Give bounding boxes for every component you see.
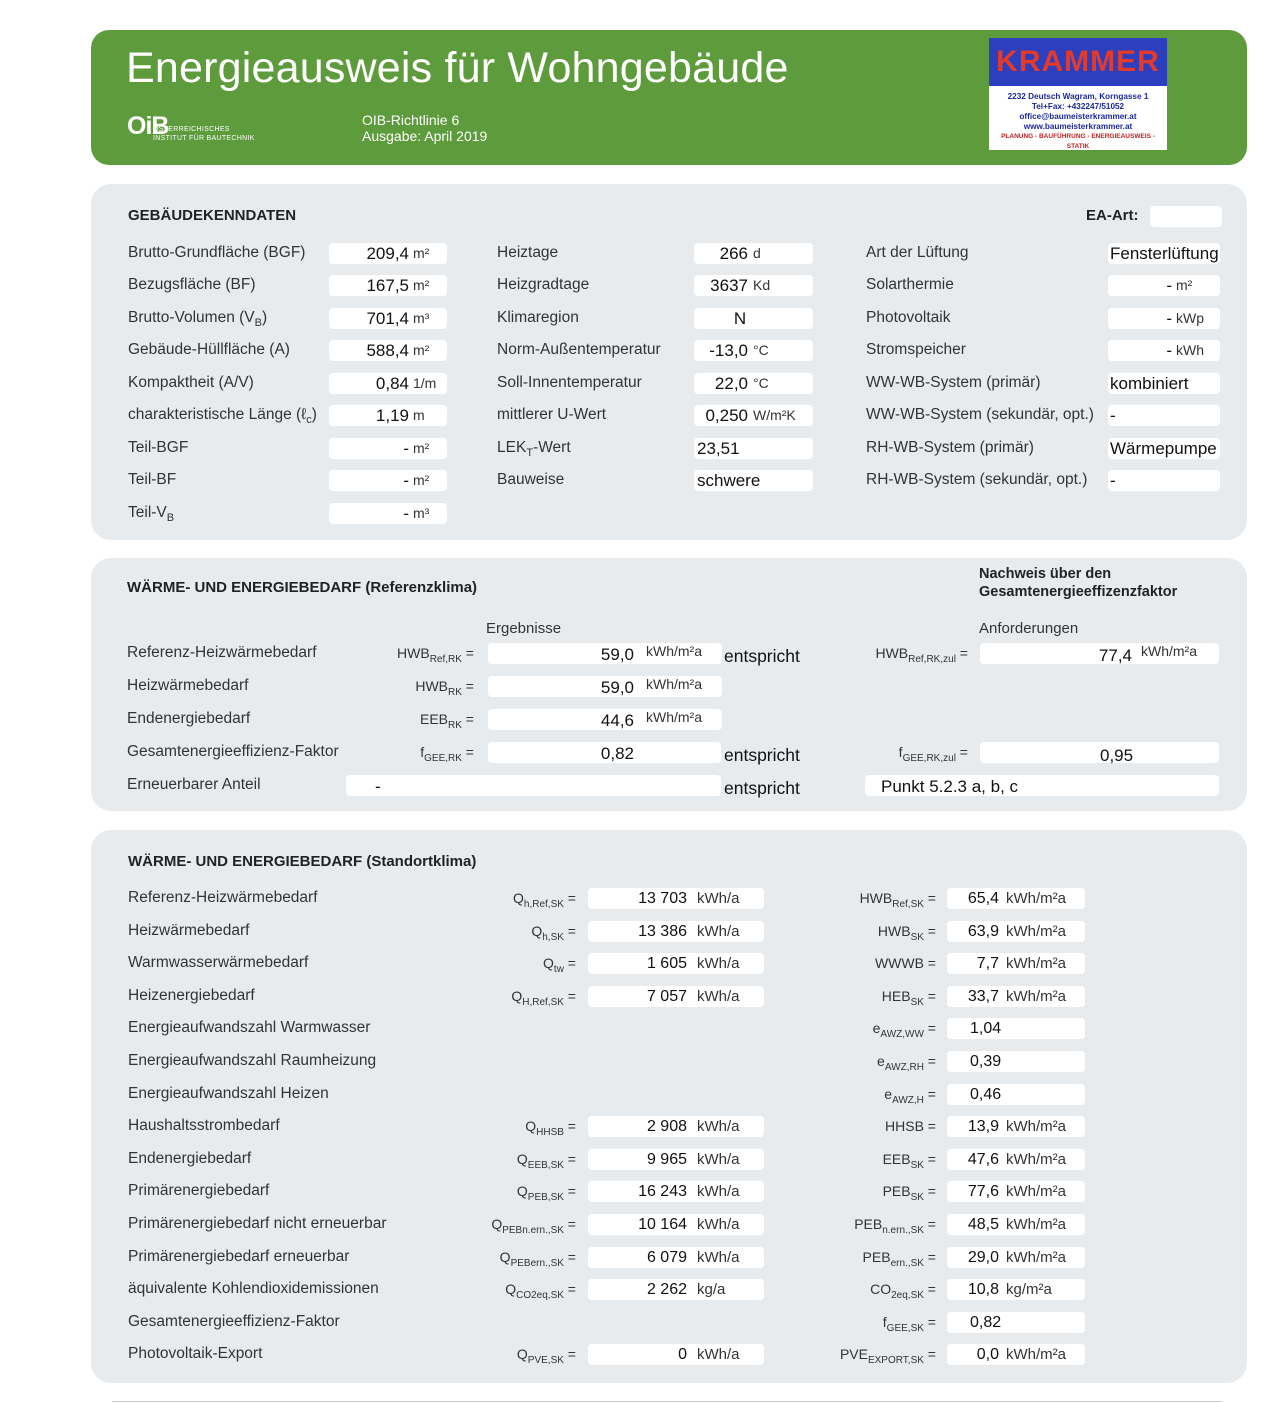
gebaeude-value: - — [403, 471, 409, 490]
q-unit: kWh/a — [697, 922, 740, 940]
gebaeude-label: Teil-$V_B$ — [128, 504, 175, 525]
referenz-label: Heizwärmebedarf — [127, 677, 249, 694]
q-value: 9 965 — [646, 1150, 687, 1168]
referenz-unit: kWh/m²a — [646, 643, 702, 659]
gebaeude-label: Norm-Außentemperatur — [497, 341, 661, 358]
gebaeude-value: -13,0 — [709, 341, 748, 360]
oib-logo: OiB — [127, 112, 169, 140]
s-value-field[interactable] — [947, 1018, 1085, 1039]
q-value: 7 057 — [646, 987, 687, 1005]
referenz-value: 0,82 — [600, 744, 634, 763]
requirement-value: 0,95 — [1100, 746, 1134, 765]
gebaeude-unit: m² — [413, 472, 430, 488]
gebaeude-value: kombiniert — [1110, 374, 1189, 393]
s-value: 0,46 — [970, 1085, 1002, 1103]
referenz-status: entspricht — [724, 745, 800, 765]
referenz-label: Referenz-Heizwärmebedarf — [127, 644, 317, 661]
s-value: 48,5 — [967, 1216, 999, 1233]
referenz-value: 44,6 — [600, 711, 634, 730]
s-symbol: WWWB = — [874, 955, 936, 972]
s-value: 13,9 — [967, 1118, 999, 1136]
q-unit: kWh/a — [697, 1150, 740, 1168]
q-value: 16 243 — [638, 1183, 687, 1201]
s-value: 0,39 — [970, 1053, 1002, 1070]
gebaeude-unit: d — [753, 245, 761, 261]
gebaeude-label: Teil-BF — [128, 471, 177, 488]
q-unit: kWh/a — [697, 1118, 740, 1136]
referenz-label: Erneuerbarer Anteil — [127, 776, 261, 793]
standort-label: Photovoltaik-Export — [128, 1345, 263, 1363]
standort-label: äquivalente Kohlendioxidemissionen — [128, 1280, 379, 1298]
gebaeude-unit: m² — [413, 277, 430, 293]
gebaeude-value-field[interactable] — [1108, 470, 1220, 491]
gebaeude-unit: W/m²K — [753, 407, 796, 423]
standort-label: Referenz-Heizwärmebedarf — [128, 889, 318, 906]
gebaeude-unit: °C — [753, 342, 769, 358]
krammer-contact: 2232 Deutsch Wagram, Korngasse 1 Tel+Fax: +432247/51052 office@baumeisterkrammer.at www.baumeisterkrammer.at PLANUNG - BAUFÜHRUNG - ENERGIEAUSWEIS - STATIK — [989, 86, 1167, 150]
referenz-status: entspricht — [724, 646, 800, 666]
s-unit: kg/m²a — [1006, 1281, 1052, 1299]
q-symbol: $Q_{PEB,SK}$ = — [516, 1183, 576, 1204]
referenz-symbol: $HWB_{Ref,RK}$ = — [397, 645, 474, 665]
q-value: 13 703 — [638, 890, 687, 907]
referenz-label: Endenergiebedarf — [127, 710, 251, 727]
q-symbol: $Q_{PEBern.,SK}$ = — [499, 1248, 576, 1269]
oib-institute-name: ÖSTERREICHISCHES INSTITUT FÜR BAUTECHNIK — [153, 126, 255, 142]
gebaeude-unit: m³ — [413, 310, 430, 326]
gebaeude-value: - — [403, 504, 409, 523]
gebaeude-label: Stromspeicher — [866, 341, 966, 358]
ea-art-label: EA-Art: — [1086, 207, 1139, 224]
gebaeude-value: 588,4 — [366, 341, 409, 360]
referenz-symbol: $EEB_{RK}$ = — [420, 711, 474, 731]
q-symbol: $Q_{CO2eq,SK}$ = — [505, 1281, 576, 1301]
gebaeude-value: 3637 — [710, 276, 748, 295]
gebaeude-unit: m² — [413, 440, 430, 456]
s-unit: kWh/m²a — [1006, 1248, 1066, 1266]
standort-label: Heizwärmebedarf — [128, 921, 250, 939]
s-unit: kWh/m²a — [1006, 1183, 1066, 1201]
standort-label: Warmwasserwärmebedarf — [128, 954, 309, 972]
s-value: 77,6 — [967, 1183, 999, 1201]
ausgabe: Ausgabe: April 2019 — [362, 128, 488, 144]
q-symbol: $Q_{tw}$ = — [543, 955, 576, 975]
gebaeude-label: Kompaktheit (A/V) — [128, 374, 254, 391]
nachweis-title-2: Gesamtenergieeffizenzfaktor — [979, 584, 1178, 600]
s-value: 47,6 — [967, 1150, 999, 1168]
gebaeude-label: Bezugsfläche (BF) — [128, 276, 256, 293]
gebaeude-value: - — [1166, 341, 1172, 360]
standort-label: Primärenergiebedarf nicht erneuerbar — [128, 1215, 387, 1232]
referenz-value: 59,0 — [600, 678, 634, 697]
krammer-logo — [989, 38, 1167, 150]
referenz-value-field[interactable] — [346, 775, 721, 796]
q-symbol: $Q_{H,Ref,SK}$ = — [511, 987, 576, 1008]
s-unit: kWh/m²a — [1006, 1118, 1066, 1136]
divider — [112, 1401, 1222, 1402]
referenz-status: entspricht — [724, 778, 800, 798]
q-unit: kWh/a — [697, 1216, 740, 1233]
s-value: 10,8 — [967, 1281, 999, 1299]
gebaeude-unit: °C — [753, 375, 769, 391]
requirement-value: 77,4 — [1098, 646, 1132, 665]
gebaeude-label: Brutto-Volumen $(V_B)$ — [128, 309, 268, 330]
standort-label: Energieaufwandszahl Raumheizung — [128, 1052, 377, 1069]
s-value: 29,0 — [967, 1248, 999, 1266]
s-symbol: $e_{AWZ,WW}$ = — [872, 1020, 936, 1041]
q-unit: kWh/a — [697, 1183, 740, 1201]
gebaeude-label: RH-WB-System (sekundär, opt.) — [866, 471, 1088, 488]
s-symbol: $PEB_{SK}$ = — [882, 1183, 936, 1204]
requirement-unit: kWh/m²a — [1141, 643, 1197, 659]
s-symbol: HHSB = — [885, 1118, 936, 1135]
referenz-label: Gesamtenergieeffizienz-Faktor — [127, 743, 339, 760]
gebaeude-label: Art der Lüftung — [866, 244, 969, 261]
gebaeude-label: charakteristische Länge (ℓ$_c$) — [128, 406, 317, 427]
gebaeude-value: N — [733, 309, 747, 328]
standort-label: Gesamtenergieeffizienz-Faktor — [128, 1312, 340, 1330]
gebaeude-unit: Kd — [753, 277, 771, 293]
referenz-symbol: $f_{GEE,RK}$ = — [420, 744, 474, 764]
referenz-unit: kWh/m²a — [646, 709, 702, 725]
s-symbol: $CO_{2eq,SK}$ = — [870, 1281, 936, 1301]
q-symbol: $Q_{HHSB}$ = — [525, 1118, 576, 1138]
q-value: 0 — [678, 1346, 687, 1364]
standort-label: Haushaltsstrombedarf — [128, 1117, 280, 1135]
s-value: 0,82 — [970, 1313, 1002, 1331]
s-symbol: $HWB_{SK}$ = — [877, 922, 936, 943]
standort-label: Endenergiebedarf — [128, 1149, 252, 1167]
q-symbol: $Q_{h,Ref,SK}$ = — [513, 890, 576, 910]
gebaeude-unit: kWh — [1176, 342, 1204, 358]
s-symbol: $PEB_{ern.,SK}$ = — [862, 1248, 936, 1269]
s-unit: kWh/m²a — [1006, 987, 1066, 1005]
standort-label: Energieaufwandszahl Warmwasser — [128, 1019, 371, 1037]
s-value: 7,7 — [976, 955, 999, 973]
s-value: 1,04 — [970, 1020, 1002, 1038]
q-symbol: $Q_{PVE,SK}$ = — [516, 1346, 576, 1367]
s-value-field[interactable] — [947, 1084, 1085, 1105]
standort-heading: WÄRME- UND ENERGIEBEDARF (Standortklima) — [128, 853, 477, 870]
s-unit: kWh/m²a — [1006, 955, 1066, 973]
q-symbol: $Q_{PEBn.ern.,SK}$ = — [491, 1216, 576, 1236]
gebaeude-label: $LEK_T$-Wert — [497, 439, 571, 460]
gebaeude-label: Bauweise — [497, 471, 565, 488]
referenz-value: 59,0 — [600, 645, 634, 664]
nachweis-title-1: Nachweis über den — [979, 566, 1112, 582]
gebaeude-value: 1,19 — [375, 406, 409, 425]
gebaeude-value-field[interactable] — [1108, 405, 1220, 426]
s-value: 63,9 — [967, 922, 999, 940]
q-unit: kWh/a — [697, 1346, 740, 1364]
gebaeude-value: - — [1110, 406, 1116, 425]
gebaeude-value: 701,4 — [366, 309, 409, 328]
krammer-brand: KRAMMER — [996, 45, 1160, 78]
s-unit: kWh/m²a — [1006, 1346, 1066, 1364]
gebaeude-value: - — [403, 439, 409, 458]
requirement-symbol: $f_{GEE,RK,zul}$ = — [898, 744, 968, 764]
s-unit: kWh/m²a — [1006, 890, 1066, 907]
q-value: 1 605 — [646, 955, 687, 973]
anforderungen-label: Anforderungen — [979, 620, 1079, 637]
s-symbol: $HEB_{SK}$ = — [881, 987, 936, 1008]
q-value: 6 079 — [646, 1248, 687, 1266]
standort-label: Primärenergiebedarf erneuerbar — [128, 1247, 350, 1265]
gebaeude-unit: kWp — [1176, 310, 1204, 326]
gebaeude-label: WW-WB-System (primär) — [866, 374, 1041, 391]
richtlinie-info — [362, 112, 487, 144]
gebaeude-value: Wärmepumpe — [1110, 439, 1217, 458]
q-symbol: $Q_{h,SK}$ = — [531, 922, 576, 943]
q-value: 2 908 — [646, 1118, 687, 1136]
s-symbol: $HWB_{Ref,SK}$ = — [859, 890, 936, 910]
s-value: 0,0 — [976, 1346, 999, 1364]
gebaeude-unit: m — [413, 407, 425, 423]
s-symbol: $f_{GEE,SK}$ = — [882, 1313, 936, 1334]
s-value: 65,4 — [967, 890, 999, 907]
requirement-text: Punkt 5.2.3 a, b, c — [881, 777, 1019, 796]
s-value: 33,7 — [967, 987, 999, 1005]
q-unit: kWh/a — [697, 890, 740, 907]
q-unit: kWh/a — [697, 1248, 740, 1266]
gebaeude-unit: m² — [413, 342, 430, 358]
q-symbol: $Q_{EEB,SK}$ = — [516, 1150, 576, 1171]
gebaeude-value: 209,4 — [366, 244, 409, 263]
gebaeude-value: Fensterlüftung — [1110, 244, 1219, 263]
gebaeude-unit: m² — [413, 245, 430, 261]
gebaeude-value: - — [1166, 309, 1172, 328]
document-title: Energieausweis für Wohngebäude — [126, 44, 789, 92]
q-value: 2 262 — [646, 1281, 687, 1299]
gebaeude-heading: GEBÄUDEKENNDATEN — [128, 207, 297, 224]
q-unit: kg/a — [697, 1281, 726, 1299]
s-symbol: $e_{AWZ,H}$ = — [884, 1085, 936, 1106]
referenz-unit: kWh/m²a — [646, 676, 702, 692]
referenz-value: - — [375, 777, 381, 796]
gebaeude-unit: m² — [1176, 277, 1193, 293]
standort-label: Heizenergiebedarf — [128, 986, 255, 1004]
gebaeude-label: Heiztage — [497, 244, 559, 261]
requirement-symbol: $HWB_{Ref,RK,zul}$ = — [875, 645, 968, 665]
s-symbol: $PEB_{n.ern.,SK}$ = — [854, 1216, 936, 1236]
gebaeude-label: Teil-BGF — [128, 439, 189, 456]
gebaeude-value: schwere — [697, 471, 761, 490]
q-unit: kWh/a — [697, 987, 740, 1005]
s-unit: kWh/m²a — [1006, 922, 1066, 940]
referenz-heading: WÄRME- UND ENERGIEBEDARF (Referenzklima) — [127, 579, 478, 596]
gebaeude-label: Brutto-Grundfläche (BGF) — [128, 244, 306, 261]
gebaeude-label: Photovoltaik — [866, 309, 951, 326]
gebaeude-value: 22,0 — [714, 374, 748, 393]
gebaeude-value: 266 — [719, 244, 748, 263]
s-symbol: $e_{AWZ,RH}$ = — [877, 1053, 936, 1073]
referenz-symbol: $HWB_{RK}$ = — [415, 678, 474, 698]
gebaeude-value: - — [1166, 276, 1172, 295]
gebaeude-label: Klimaregion — [497, 309, 579, 326]
gebaeude-label: Solarthermie — [866, 276, 954, 293]
ergebnisse-label: Ergebnisse — [486, 620, 562, 637]
gebaeude-label: Gebäude-Hüllfläche (A) — [128, 341, 290, 358]
gebaeude-label: RH-WB-System (primär) — [866, 439, 1034, 456]
s-value-field[interactable] — [947, 1051, 1085, 1072]
s-symbol: $PVE_{EXPORT,SK}$ = — [839, 1346, 936, 1367]
gebaeude-label: Soll-Innentemperatur — [497, 374, 642, 391]
s-unit: kWh/m²a — [1006, 1150, 1066, 1168]
header-banner — [91, 30, 1247, 165]
s-unit: kWh/m²a — [1006, 1216, 1066, 1233]
gebaeude-unit: m³ — [413, 505, 430, 521]
standort-label: Energieaufwandszahl Heizen — [128, 1084, 329, 1102]
q-unit: kWh/a — [697, 955, 740, 973]
gebaeude-label: WW-WB-System (sekundär, opt.) — [866, 406, 1094, 423]
gebaeude-value: 0,84 — [375, 374, 409, 393]
gebaeude-value: 167,5 — [366, 276, 409, 295]
gebaeude-label: Heizgradtage — [497, 276, 590, 293]
standort-label: Primärenergiebedarf — [128, 1182, 270, 1200]
s-symbol: $EEB_{SK}$ = — [882, 1150, 936, 1171]
gebaeude-unit: 1/m — [413, 375, 437, 391]
q-value: 13 386 — [638, 922, 687, 940]
gebaeude-label: mittlerer U-Wert — [497, 406, 607, 423]
ea-art-field[interactable] — [1150, 206, 1222, 227]
q-value: 10 164 — [638, 1216, 687, 1233]
gebaeude-value: - — [1110, 471, 1116, 490]
gebaeude-value: 0,250 — [705, 406, 748, 425]
s-value-field[interactable] — [947, 1312, 1085, 1333]
richtlinie: OIB-Richtlinie 6 — [362, 112, 460, 128]
gebaeude-value: 23,51 — [697, 439, 740, 458]
